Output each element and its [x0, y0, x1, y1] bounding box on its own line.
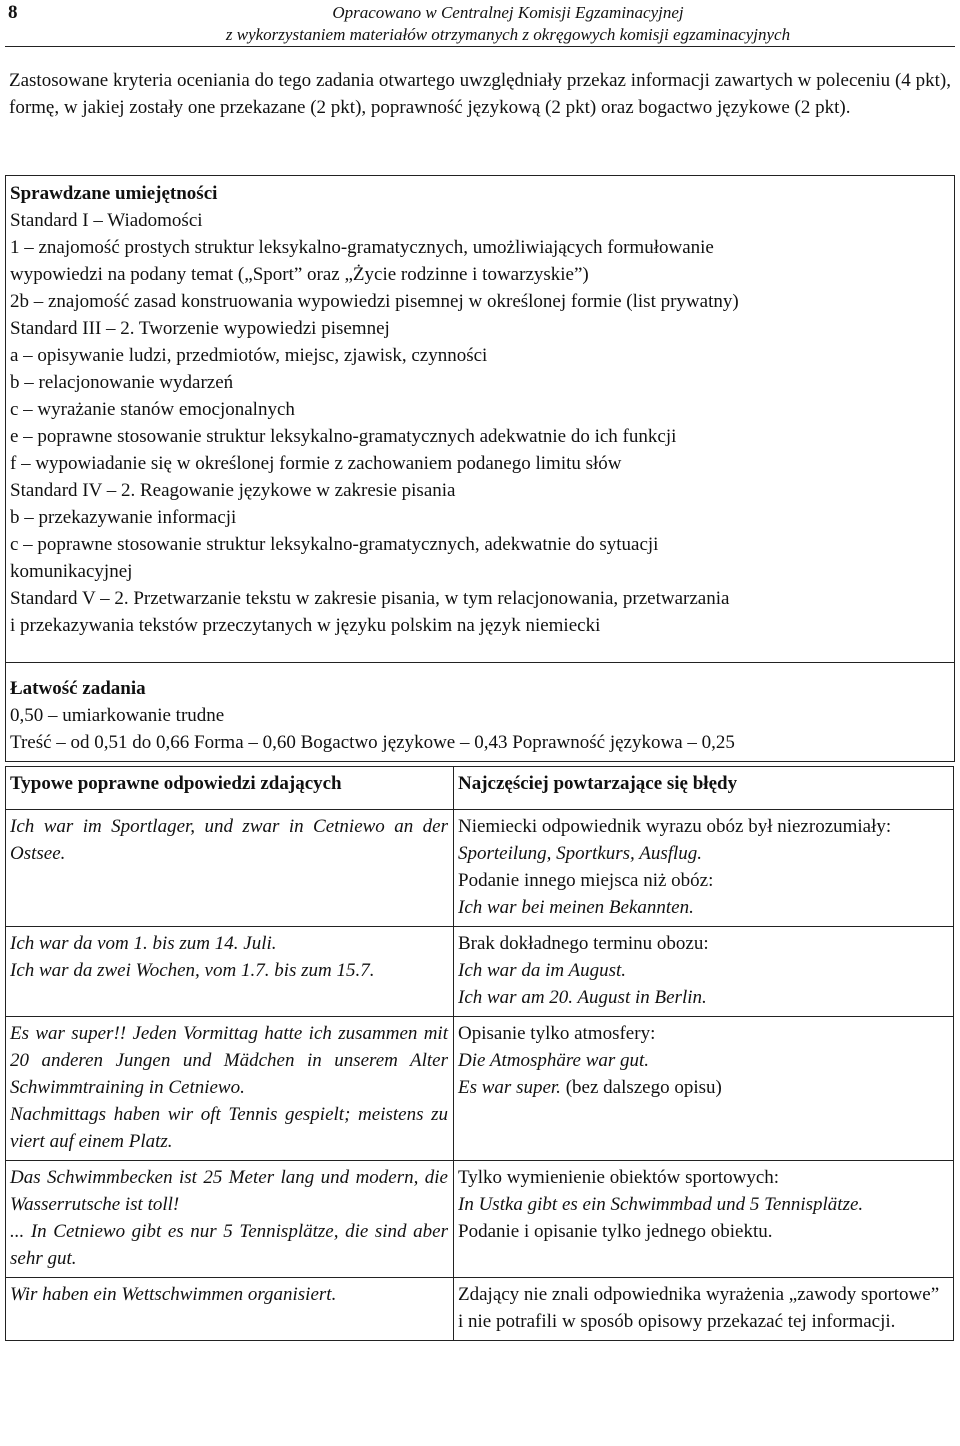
skills-line: f – wypowiadanie się w określonej formie z zachowaniem podanego limitu słów — [10, 453, 622, 474]
error-example-text: Es war super. (bez dalszego opisu) — [458, 1077, 722, 1098]
correct-answer-text: Nachmittags haben wir oft Tennis gespielt; meistens zu viert auf einem Platz. — [10, 1104, 448, 1152]
correct-answer-cell — [6, 1017, 454, 1161]
error-description-text: Niemiecki odpowiednik wyrazu obóz był niezrozumiały: — [458, 816, 892, 837]
skills-line: Standard I – Wiadomości — [10, 210, 203, 231]
ease-value: 0,50 – umiarkowanie trudne — [10, 705, 225, 726]
error-cell — [454, 1278, 954, 1341]
error-example-text: Ich war da im August. — [458, 960, 627, 981]
table-body — [6, 810, 954, 1341]
header-rule — [5, 46, 955, 47]
table-row — [6, 1017, 954, 1161]
ease-title: Łatwość zadania — [10, 678, 146, 699]
skills-line: wypowiedzi na podany temat („Sport” oraz „Życie rodzinne i towarzyskie”) — [10, 264, 589, 285]
error-cell — [454, 1161, 954, 1278]
skills-line: Standard III – 2. Tworzenie wypowiedzi pisemnej — [10, 318, 390, 339]
correct-answer-text: Ich war im Sportlager, und zwar in Cetniewo an der Ostsee. — [10, 816, 448, 864]
error-cell — [454, 1017, 954, 1161]
error-cell — [454, 810, 954, 927]
skills-box — [5, 175, 955, 663]
correct-answer-text: Ich war da vom 1. bis zum 14. Juli. — [10, 933, 277, 954]
header-common-errors: Najczęściej powtarzające się błędy — [454, 767, 954, 810]
correct-answer-cell — [6, 927, 454, 1017]
error-description-text: Podanie i opisanie tylko jednego obiektu. — [458, 1221, 773, 1242]
skills-line: Standard V – 2. Przetwarzanie tekstu w zakresie pisania, w tym relacjonowania, przetwarzania — [10, 588, 730, 609]
answers-table — [5, 766, 954, 1341]
page-number: 8 — [8, 2, 18, 23]
header-source — [208, 2, 808, 46]
skills-line: komunikacyjnej — [10, 561, 133, 582]
header-line-1: Opracowano w Centralnej Komisji Egzaminacyjnej — [332, 3, 684, 22]
correct-answer-text: Es war super!! Jeden Vormittag hatte ich zusammen mit 20 anderen Jungen und Mädchen in unserem Alter Schwimmtraining in Cetniewo. — [10, 1023, 448, 1098]
skills-line: 2b – znajomość zasad konstruowania wypowiedzi pisemnej w określonej formie (list prywatny) — [10, 291, 739, 312]
error-example-text: Ich war bei meinen Bekannten. — [458, 897, 694, 918]
skills-line: b – przekazywanie informacji — [10, 507, 237, 528]
skills-line: i przekazywania tekstów przeczytanych w języku polskim na język niemiecki — [10, 615, 601, 636]
error-description-text: Podanie innego miejsca niż obóz: — [458, 870, 714, 891]
ease-details: Treść – od 0,51 do 0,66 Forma – 0,60 Bogactwo językowe – 0,43 Poprawność językowa – 0,25 — [10, 732, 735, 753]
skills-line: c – poprawne stosowanie struktur leksykalno-gramatycznych, adekwatnie do sytuacji — [10, 534, 659, 555]
header-correct-answers: Typowe poprawne odpowiedzi zdających — [6, 767, 454, 810]
error-description-text: Brak dokładnego terminu obozu: — [458, 933, 709, 954]
table-header-row — [6, 767, 954, 810]
skills-line: Standard IV – 2. Reagowanie językowe w zakresie pisania — [10, 480, 456, 501]
error-note-text: (bez dalszego opisu) — [560, 1077, 722, 1098]
error-example-text: Ich war am 20. August in Berlin. — [458, 987, 707, 1008]
skills-line: a – opisywanie ludzi, przedmiotów, miejsc, zjawisk, czynności — [10, 345, 488, 366]
correct-answer-cell — [6, 810, 454, 927]
correct-answer-cell — [6, 1161, 454, 1278]
page-header — [0, 0, 960, 47]
error-example-text: Die Atmosphäre war gut. — [458, 1050, 650, 1071]
error-description-text: Tylko wymienienie obiektów sportowych: — [458, 1167, 780, 1188]
skills-title: Sprawdzane umiejętności — [10, 183, 218, 204]
skills-line: b – relacjonowanie wydarzeń — [10, 372, 234, 393]
error-description-text: Zdający nie znali odpowiednika wyrażenia „zawody sportowe” i nie potrafili w sposób opisowy przekazać tej informacji. — [458, 1284, 940, 1332]
error-example-text: In Ustka gibt es ein Schwimmbad und 5 Tennisplätze. — [458, 1194, 864, 1215]
table-row — [6, 810, 954, 927]
skills-line: c – wyrażanie stanów emocjonalnych — [10, 399, 295, 420]
table-row — [6, 1278, 954, 1341]
header-line-2: z wykorzystaniem materiałów otrzymanych z okręgowych komisji egzaminacyjnych — [225, 25, 791, 44]
table-row — [6, 1161, 954, 1278]
skills-line: 1 – znajomość prostych struktur leksykalno-gramatycznych, umożliwiających formułowanie — [10, 237, 714, 258]
table-row — [6, 927, 954, 1017]
intro-paragraph: Zastosowane kryteria oceniania do tego zadania otwartego uwzględniały przekaz informacji zawartych w poleceniu (4 pkt), formę, w jakiej zostały one przekazane (2 pkt), poprawność językową (2 pkt) oraz bogactwo językowe (2 pkt). — [9, 70, 951, 118]
correct-answer-text: Wir haben ein Wettschwimmen organisiert. — [10, 1284, 337, 1305]
correct-answer-text: ... In Cetniewo gibt es nur 5 Tennisplätze, die sind aber sehr gut. — [10, 1221, 448, 1269]
error-description-text: Opisanie tylko atmosfery: — [458, 1023, 656, 1044]
correct-answer-text: Das Schwimmbecken ist 25 Meter lang und modern, die Wasserrutsche ist toll! — [10, 1167, 448, 1215]
skills-line: e – poprawne stosowanie struktur leksykalno-gramatycznych adekwatnie do ich funkcji — [10, 426, 677, 447]
error-example-text: Sporteilung, Sportkurs, Ausflug. — [458, 843, 703, 864]
ease-box — [5, 662, 955, 762]
correct-answer-text: Ich war da zwei Wochen, vom 1.7. bis zum 15.7. — [10, 960, 375, 981]
correct-answer-cell — [6, 1278, 454, 1341]
error-cell — [454, 927, 954, 1017]
